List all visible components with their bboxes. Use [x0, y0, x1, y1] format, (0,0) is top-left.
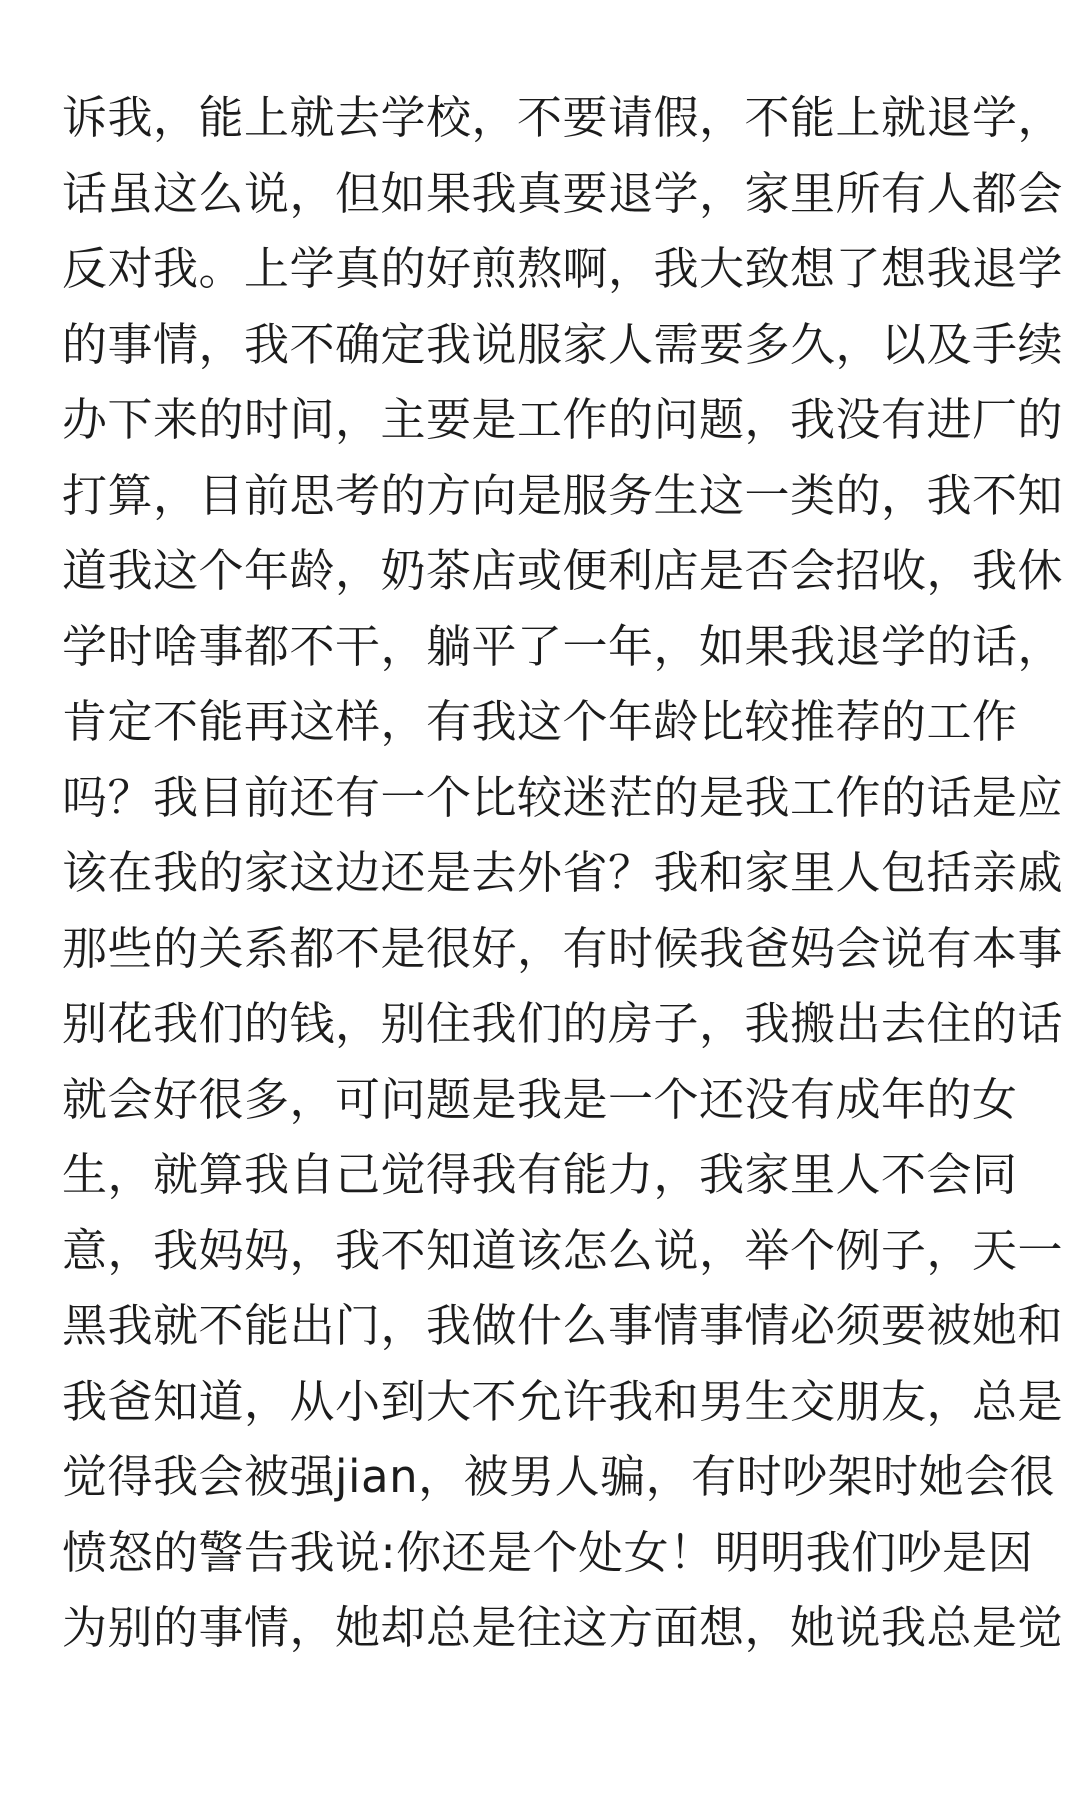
- post-body-text: [62, 80, 1064, 1666]
- text-line: 黑我就不能出门，我做什么事情事情必须要被她和: [62, 1299, 1064, 1352]
- text-line: 就会好很多，可问题是我是一个还没有成年的女: [62, 1072, 1018, 1126]
- text-line: 那些的关系都不是很好，有时候我爸妈会说有本事: [62, 921, 1064, 975]
- text-line: 办下来的时间，主要是工作的问题，我没有进厂的: [62, 393, 1064, 446]
- text-line: 愤怒的警告我说:你还是个处女！明明我们吵是因: [62, 1525, 1034, 1579]
- text-line: 肯定不能再这样，有我这个年龄比较推荐的工作: [62, 695, 1018, 748]
- text-line: 打算，目前思考的方向是服务生这一类的，我不知: [62, 468, 1064, 522]
- text-line: 道我这个年龄，奶茶店或便利店是否会招收，我休: [62, 544, 1064, 597]
- text-line: 生，就算我自己觉得我有能力，我家里人不会同: [62, 1148, 1018, 1201]
- text-line: 反对我。上学真的好煎熬啊，我大致想了想我退学: [62, 242, 1064, 295]
- text-line: 我爸知道，从小到大不允许我和男生交朋友，总是: [62, 1374, 1064, 1428]
- text-line: 该在我的家这边还是去外省？我和家里人包括亲戚: [62, 846, 1064, 899]
- text-line: 的事情，我不确定我说服家人需要多久，以及手续: [62, 317, 1064, 371]
- text-line: 话虽这么说，但如果我真要退学，家里所有人都会: [62, 166, 1064, 220]
- text-line: 觉得我会被强jian，被男人骗，有时吵架时她会很: [62, 1450, 1056, 1503]
- text-line: 吗？我目前还有一个比较迷茫的是我工作的话是应: [62, 770, 1064, 824]
- text-line: 别花我们的钱，别住我们的房子，我搬出去住的话: [62, 997, 1064, 1050]
- text-line: 为别的事情，她却总是往这方面想，她说我总是觉: [62, 1601, 1064, 1654]
- text-line: 意，我妈妈，我不知道该怎么说，举个例子，天一: [62, 1223, 1064, 1277]
- text-line: 学时啥事都不干，躺平了一年，如果我退学的话，: [62, 619, 1064, 673]
- text-line: 诉我，能上就去学校，不要请假，不能上就退学，: [62, 91, 1064, 144]
